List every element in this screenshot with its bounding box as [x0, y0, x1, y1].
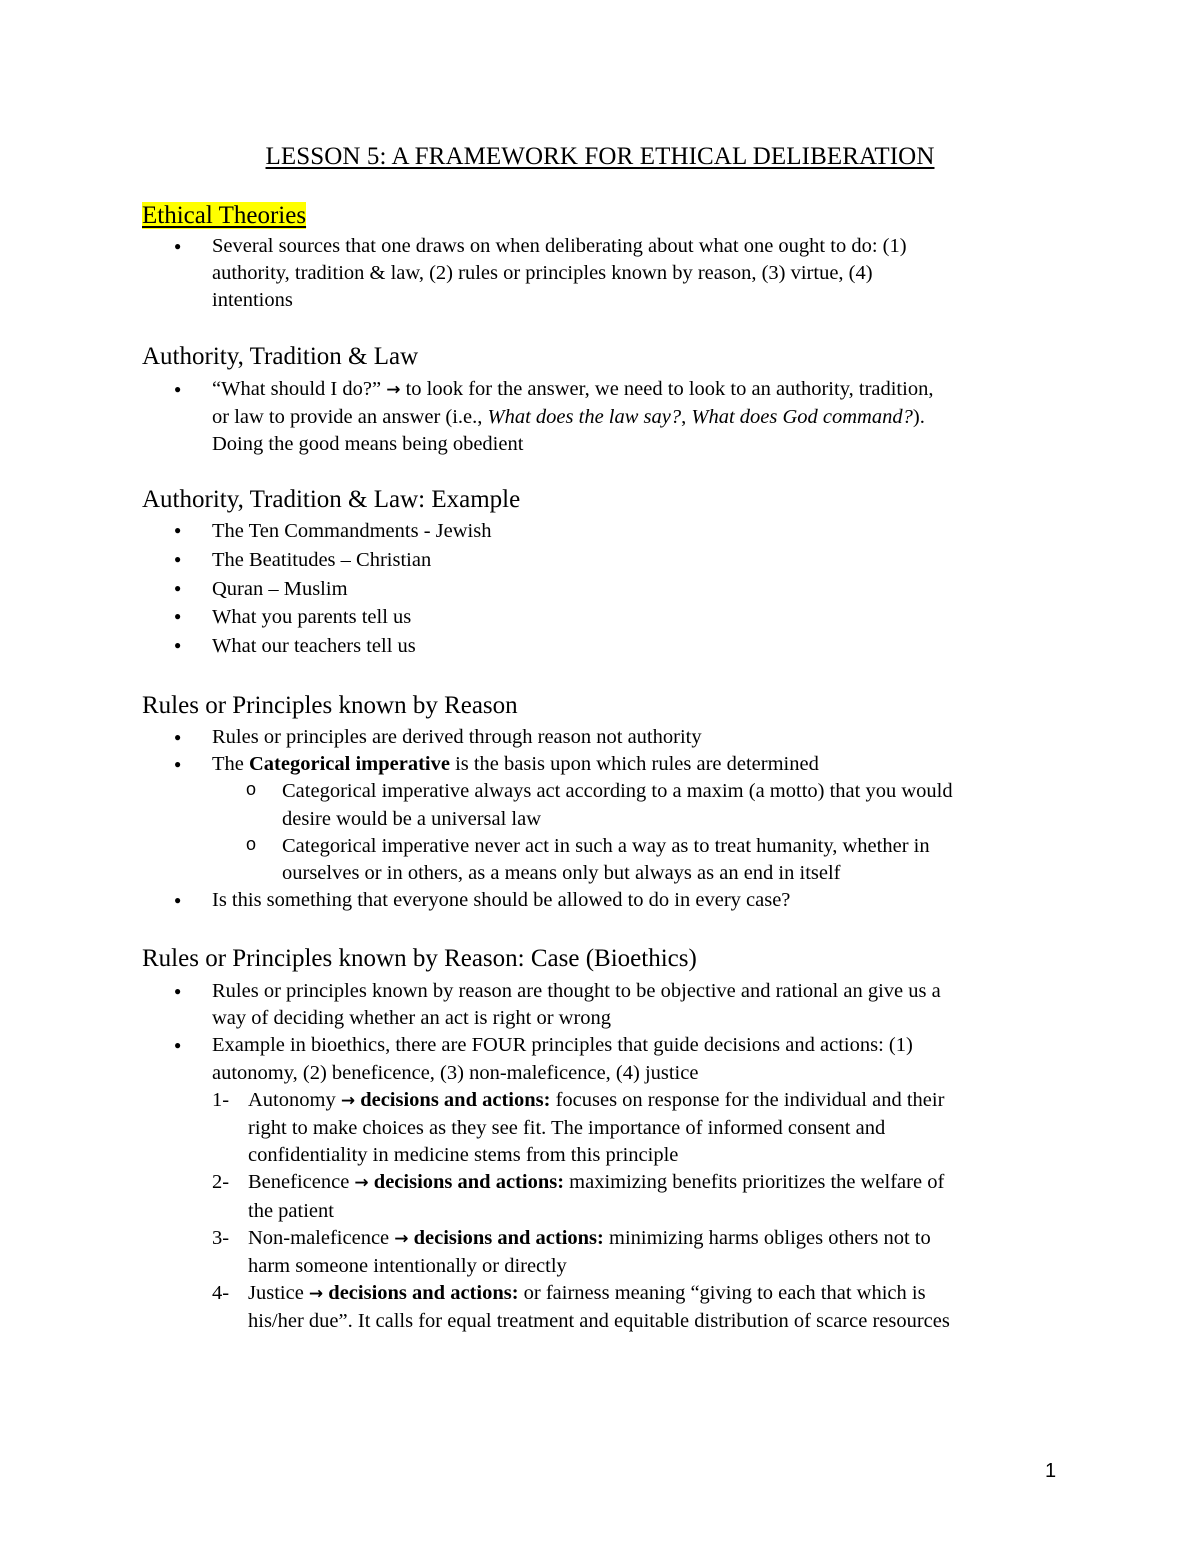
- list-item: ● What our teachers tell us: [0, 632, 1200, 661]
- text-line: Doing the good means being obedient: [212, 433, 524, 456]
- text-line: [248, 1087, 1200, 1115]
- list-ethical-theories: [0, 233, 1200, 315]
- heading-authority-tradition-law: Authority, Tradition & Law: [142, 343, 419, 370]
- text-line: o Categorical imperative never act in such a way as to treat humanity, whether in: [282, 834, 930, 857]
- text-line: o Categorical imperative always act according to a maxim (a motto) that you would: [282, 780, 953, 803]
- list-item: [0, 376, 1200, 459]
- text-line: authority, tradition & law, (2) rules or principles known by reason, (3) virtue, (4): [212, 262, 873, 285]
- text-span: or fairness meaning “giving to each that which is: [518, 1282, 926, 1305]
- list-bioethics: [0, 978, 1200, 1336]
- heading-rules-bioethics: Rules or Principles known by Reason: Case (Bioethics): [142, 945, 697, 972]
- sub-list-item: [0, 778, 1200, 832]
- highlighted-heading-text: Ethical Theories: [142, 202, 307, 229]
- text-line: intentions: [212, 289, 293, 312]
- text-line: his/her due”. It calls for equal treatment and equitable distribution of scarce resources: [248, 1310, 950, 1333]
- text-line: ● Rules or principles known by reason are thought to be objective and rational an give us a: [212, 980, 941, 1002]
- principle-name: Justice: [248, 1282, 309, 1305]
- text-span: ).: [912, 406, 925, 429]
- page-number: 1: [1045, 1460, 1057, 1482]
- list-item: ● What you parents tell us: [0, 603, 1200, 632]
- arrow-icon: →: [308, 1284, 324, 1305]
- bold-term: decisions and actions:: [328, 1282, 519, 1305]
- text-span: “What should I do?”: [212, 378, 387, 400]
- document-title: LESSON 5: A FRAMEWORK FOR ETHICAL DELIBERATION: [265, 143, 935, 170]
- text-line: harm someone intentionally or directly: [248, 1255, 567, 1278]
- principle-name: Beneficence: [248, 1171, 355, 1194]
- bold-term: decisions and actions:: [373, 1171, 565, 1194]
- text-span: The: [212, 753, 249, 776]
- list-authority: [0, 376, 1200, 459]
- numbered-item-non-maleficence: [0, 1225, 1200, 1280]
- list-item: [0, 233, 1200, 315]
- list-item: [0, 751, 1200, 778]
- text-span: ,: [681, 406, 692, 429]
- list-item: ● The Beatitudes – Christian: [0, 546, 1200, 575]
- sub-list-item: [0, 833, 1200, 887]
- arrow-icon: →: [354, 1173, 369, 1194]
- text-line: ● Example in bioethics, there are FOUR principles that guide decisions and actions: (1): [212, 1034, 913, 1057]
- heading-ethical-theories: [142, 201, 306, 231]
- text-line: ● Several sources that one draws on when deliberating about what one ought to do: (1): [212, 235, 907, 257]
- text-span: maximizing benefits prioritizes the welfare of: [564, 1171, 945, 1194]
- bold-term: decisions and actions:: [413, 1226, 604, 1249]
- numbered-item-justice: [0, 1280, 1200, 1335]
- heading-rules-principles: Rules or Principles known by Reason: [142, 692, 518, 719]
- bold-term: Categorical imperative: [249, 753, 450, 776]
- list-item: ● Is this something that everyone should be allowed to do in every case?: [0, 887, 1200, 914]
- list-item: [0, 978, 1200, 1032]
- italic-text: What does God command?: [691, 406, 913, 429]
- text-line: [248, 1169, 1200, 1197]
- text-line: [248, 1225, 1200, 1253]
- text-line: [212, 404, 1200, 431]
- heading-authority-example: Authority, Tradition & Law: Example: [142, 486, 521, 513]
- item-number: 3-: [212, 1226, 230, 1249]
- text-line: [248, 1280, 1200, 1308]
- arrow-icon: →: [386, 380, 401, 400]
- list-item: ● Quran – Muslim: [0, 575, 1200, 604]
- arrow-icon: →: [394, 1228, 409, 1249]
- text-line: right to make choices as they see fit. The importance of informed consent and: [248, 1117, 886, 1140]
- text-line: autonomy, (2) beneficence, (3) non-maleficence, (4) justice: [212, 1061, 699, 1084]
- text-span: to look for the answer, we need to look to an authority, tradition,: [400, 378, 934, 400]
- text-line: confidentiality in medicine stems from this principle: [248, 1144, 679, 1167]
- text-line: the patient: [248, 1199, 334, 1222]
- bold-term: decisions and actions:: [360, 1088, 551, 1111]
- text-line: desire would be a universal law: [282, 807, 542, 830]
- text-line: ourselves or in others, as a means only but always as an end in itself: [282, 862, 841, 885]
- list-item: ● The Ten Commandments - Jewish: [0, 517, 1200, 546]
- text-line: way of deciding whether an act is right or wrong: [212, 1007, 612, 1030]
- principle-name: Non-maleficence: [248, 1226, 395, 1249]
- item-number: 2-: [212, 1171, 230, 1194]
- numbered-item-beneficence: [0, 1169, 1200, 1224]
- numbered-item-autonomy: [0, 1087, 1200, 1170]
- item-number: 1-: [212, 1088, 230, 1111]
- text-line: [212, 376, 1200, 404]
- principle-name: Autonomy: [248, 1088, 341, 1111]
- italic-text: What does the law say?: [487, 406, 682, 429]
- list-rules-principles: [0, 724, 1200, 914]
- item-number: 4-: [212, 1282, 230, 1305]
- text-span: is the basis upon which rules are determined: [449, 753, 819, 776]
- text-span: minimizing harms obliges others not to: [603, 1226, 931, 1249]
- text-span: focuses on response for the individual and their: [550, 1088, 945, 1111]
- list-item: [0, 1032, 1200, 1086]
- list-authority-examples: [0, 517, 1200, 661]
- text-span: or law to provide an answer (i.e.,: [212, 406, 488, 429]
- arrow-icon: →: [340, 1090, 356, 1111]
- list-item: ● Rules or principles are derived through reason not authority: [0, 724, 1200, 751]
